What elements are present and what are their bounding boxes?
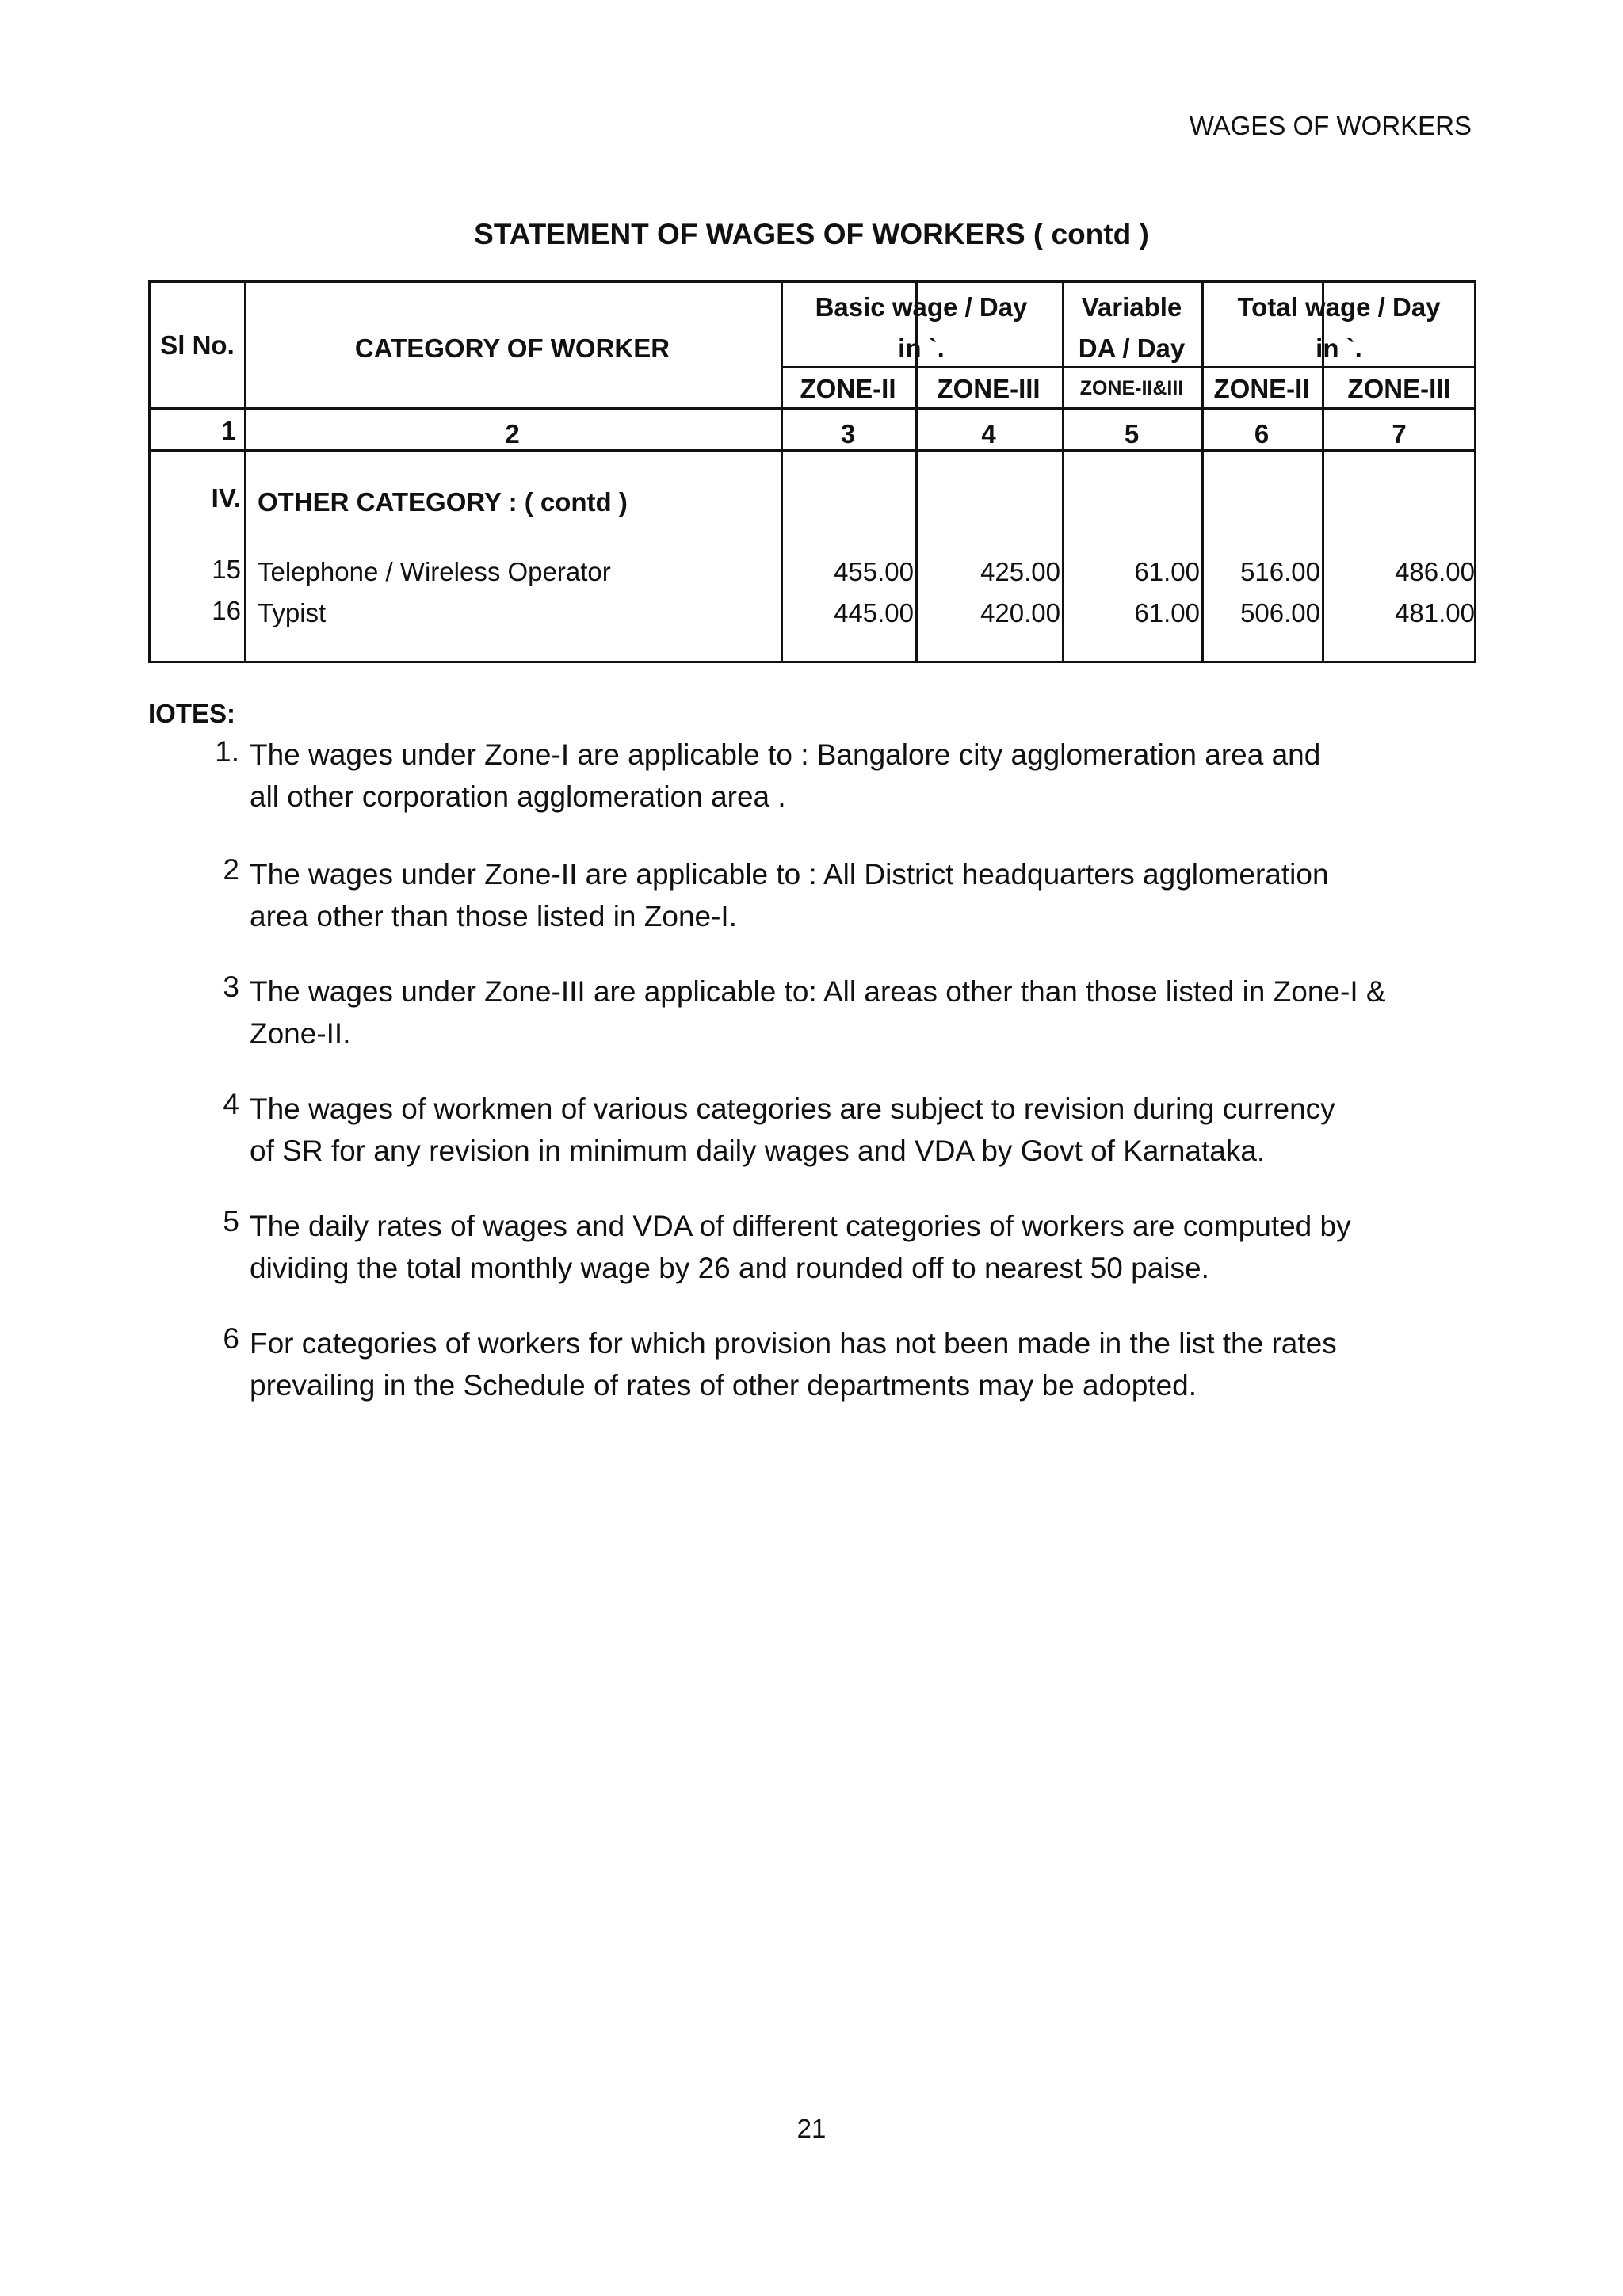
header-basic-wage: Basic wage / Day — [815, 292, 1028, 322]
row-vda: 61.00 — [1134, 557, 1200, 586]
row-basic-zone-ii: 455.00 — [834, 557, 914, 586]
row-total-zone-ii: 516.00 — [1240, 557, 1320, 586]
header-vda-unit: DA / Day — [1078, 334, 1186, 363]
header-sl-no: Sl No. — [160, 330, 235, 360]
running-header: WAGES OF WORKERS — [1189, 111, 1472, 140]
header-basic-zone-ii: ZONE-II — [800, 374, 896, 403]
note-text — [250, 734, 1454, 818]
row-vda: 61.00 — [1134, 598, 1200, 627]
note-number: 2 — [223, 853, 239, 886]
column-number: 7 — [1392, 419, 1407, 448]
note-number: 4 — [223, 1088, 239, 1120]
note-line: area other than those listed in Zone-I. — [250, 900, 737, 933]
note-number: 3 — [223, 971, 239, 1003]
row-sl: 15 — [212, 555, 241, 584]
header-category: CATEGORY OF WORKER — [354, 334, 670, 363]
column-number: 3 — [840, 419, 856, 448]
column-number: 4 — [981, 419, 996, 448]
page-title: STATEMENT OF WAGES OF WORKERS ( contd ) — [474, 218, 1149, 250]
header-total-zone-ii: ZONE-II — [1213, 374, 1310, 403]
note-line: For categories of workers for which provision has not been made in the list the rates — [250, 1327, 1337, 1360]
note-text — [250, 1205, 1454, 1289]
row-total-zone-iii: 486.00 — [1395, 557, 1475, 586]
note-text — [250, 853, 1454, 937]
row-total-zone-iii: 481.00 — [1395, 598, 1475, 627]
row-basic-zone-ii: 445.00 — [834, 598, 914, 627]
header-vda: Variable — [1081, 292, 1182, 322]
row-category: Telephone / Wireless Operator — [258, 557, 611, 586]
note-line: The wages of workmen of various categories are subject to revision during currency — [250, 1093, 1335, 1125]
column-number: 5 — [1124, 419, 1140, 448]
note-line: of SR for any revision in minimum daily wages and VDA by Govt of Karnataka. — [250, 1135, 1266, 1167]
column-number: 6 — [1254, 419, 1270, 448]
rule-colnum-bottom — [151, 449, 1474, 452]
note-line: all other corporation agglomeration area . — [250, 780, 786, 813]
note-text — [250, 1322, 1454, 1406]
note-line: dividing the total monthly wage by 26 and rounded off to nearest 50 paise. — [250, 1252, 1209, 1284]
rule-zone-row — [781, 366, 1474, 368]
note-text — [250, 971, 1454, 1055]
note-text — [250, 1088, 1454, 1172]
header-total-zone-iii: ZONE-III — [1347, 374, 1451, 403]
header-basic-unit: in `. — [898, 334, 945, 363]
note-number: 1. — [215, 735, 239, 768]
column-number: 1 — [221, 416, 236, 445]
row-category: Typist — [258, 598, 327, 627]
rule-header-bottom — [151, 407, 1474, 410]
row-basic-zone-iii: 420.00 — [980, 598, 1060, 627]
note-line: The wages under Zone-III are applicable to: All areas other than those listed in Zone-I & — [250, 975, 1386, 1008]
section-number: IV. — [211, 483, 241, 513]
note-number: 6 — [223, 1322, 239, 1355]
wages-table — [148, 280, 1476, 663]
note-line: Zone-II. — [250, 1017, 351, 1050]
notes-heading: IOTES: — [148, 699, 236, 728]
note-number: 5 — [223, 1205, 239, 1238]
note-line: The wages under Zone-II are applicable to : All District headquarters agglomeration — [250, 858, 1329, 891]
row-sl: 16 — [212, 596, 241, 625]
header-total-unit: in `. — [1316, 334, 1362, 363]
note-line: prevailing in the Schedule of rates of other departments may be adopted. — [250, 1369, 1197, 1402]
row-basic-zone-iii: 425.00 — [980, 557, 1060, 586]
note-line: The wages under Zone-I are applicable to : Bangalore city agglomeration area and — [250, 738, 1321, 771]
header-vda-zone: ZONE-II&III — [1079, 377, 1184, 399]
page-number: 21 — [796, 2114, 827, 2143]
header-basic-zone-iii: ZONE-III — [937, 374, 1041, 403]
note-line: The daily rates of wages and VDA of different categories of workers are computed by — [250, 1210, 1351, 1242]
row-total-zone-ii: 506.00 — [1240, 598, 1320, 627]
column-number: 2 — [505, 419, 520, 448]
header-total-wage: Total wage / Day — [1237, 292, 1441, 322]
section-label: OTHER CATEGORY : ( contd ) — [258, 487, 628, 517]
